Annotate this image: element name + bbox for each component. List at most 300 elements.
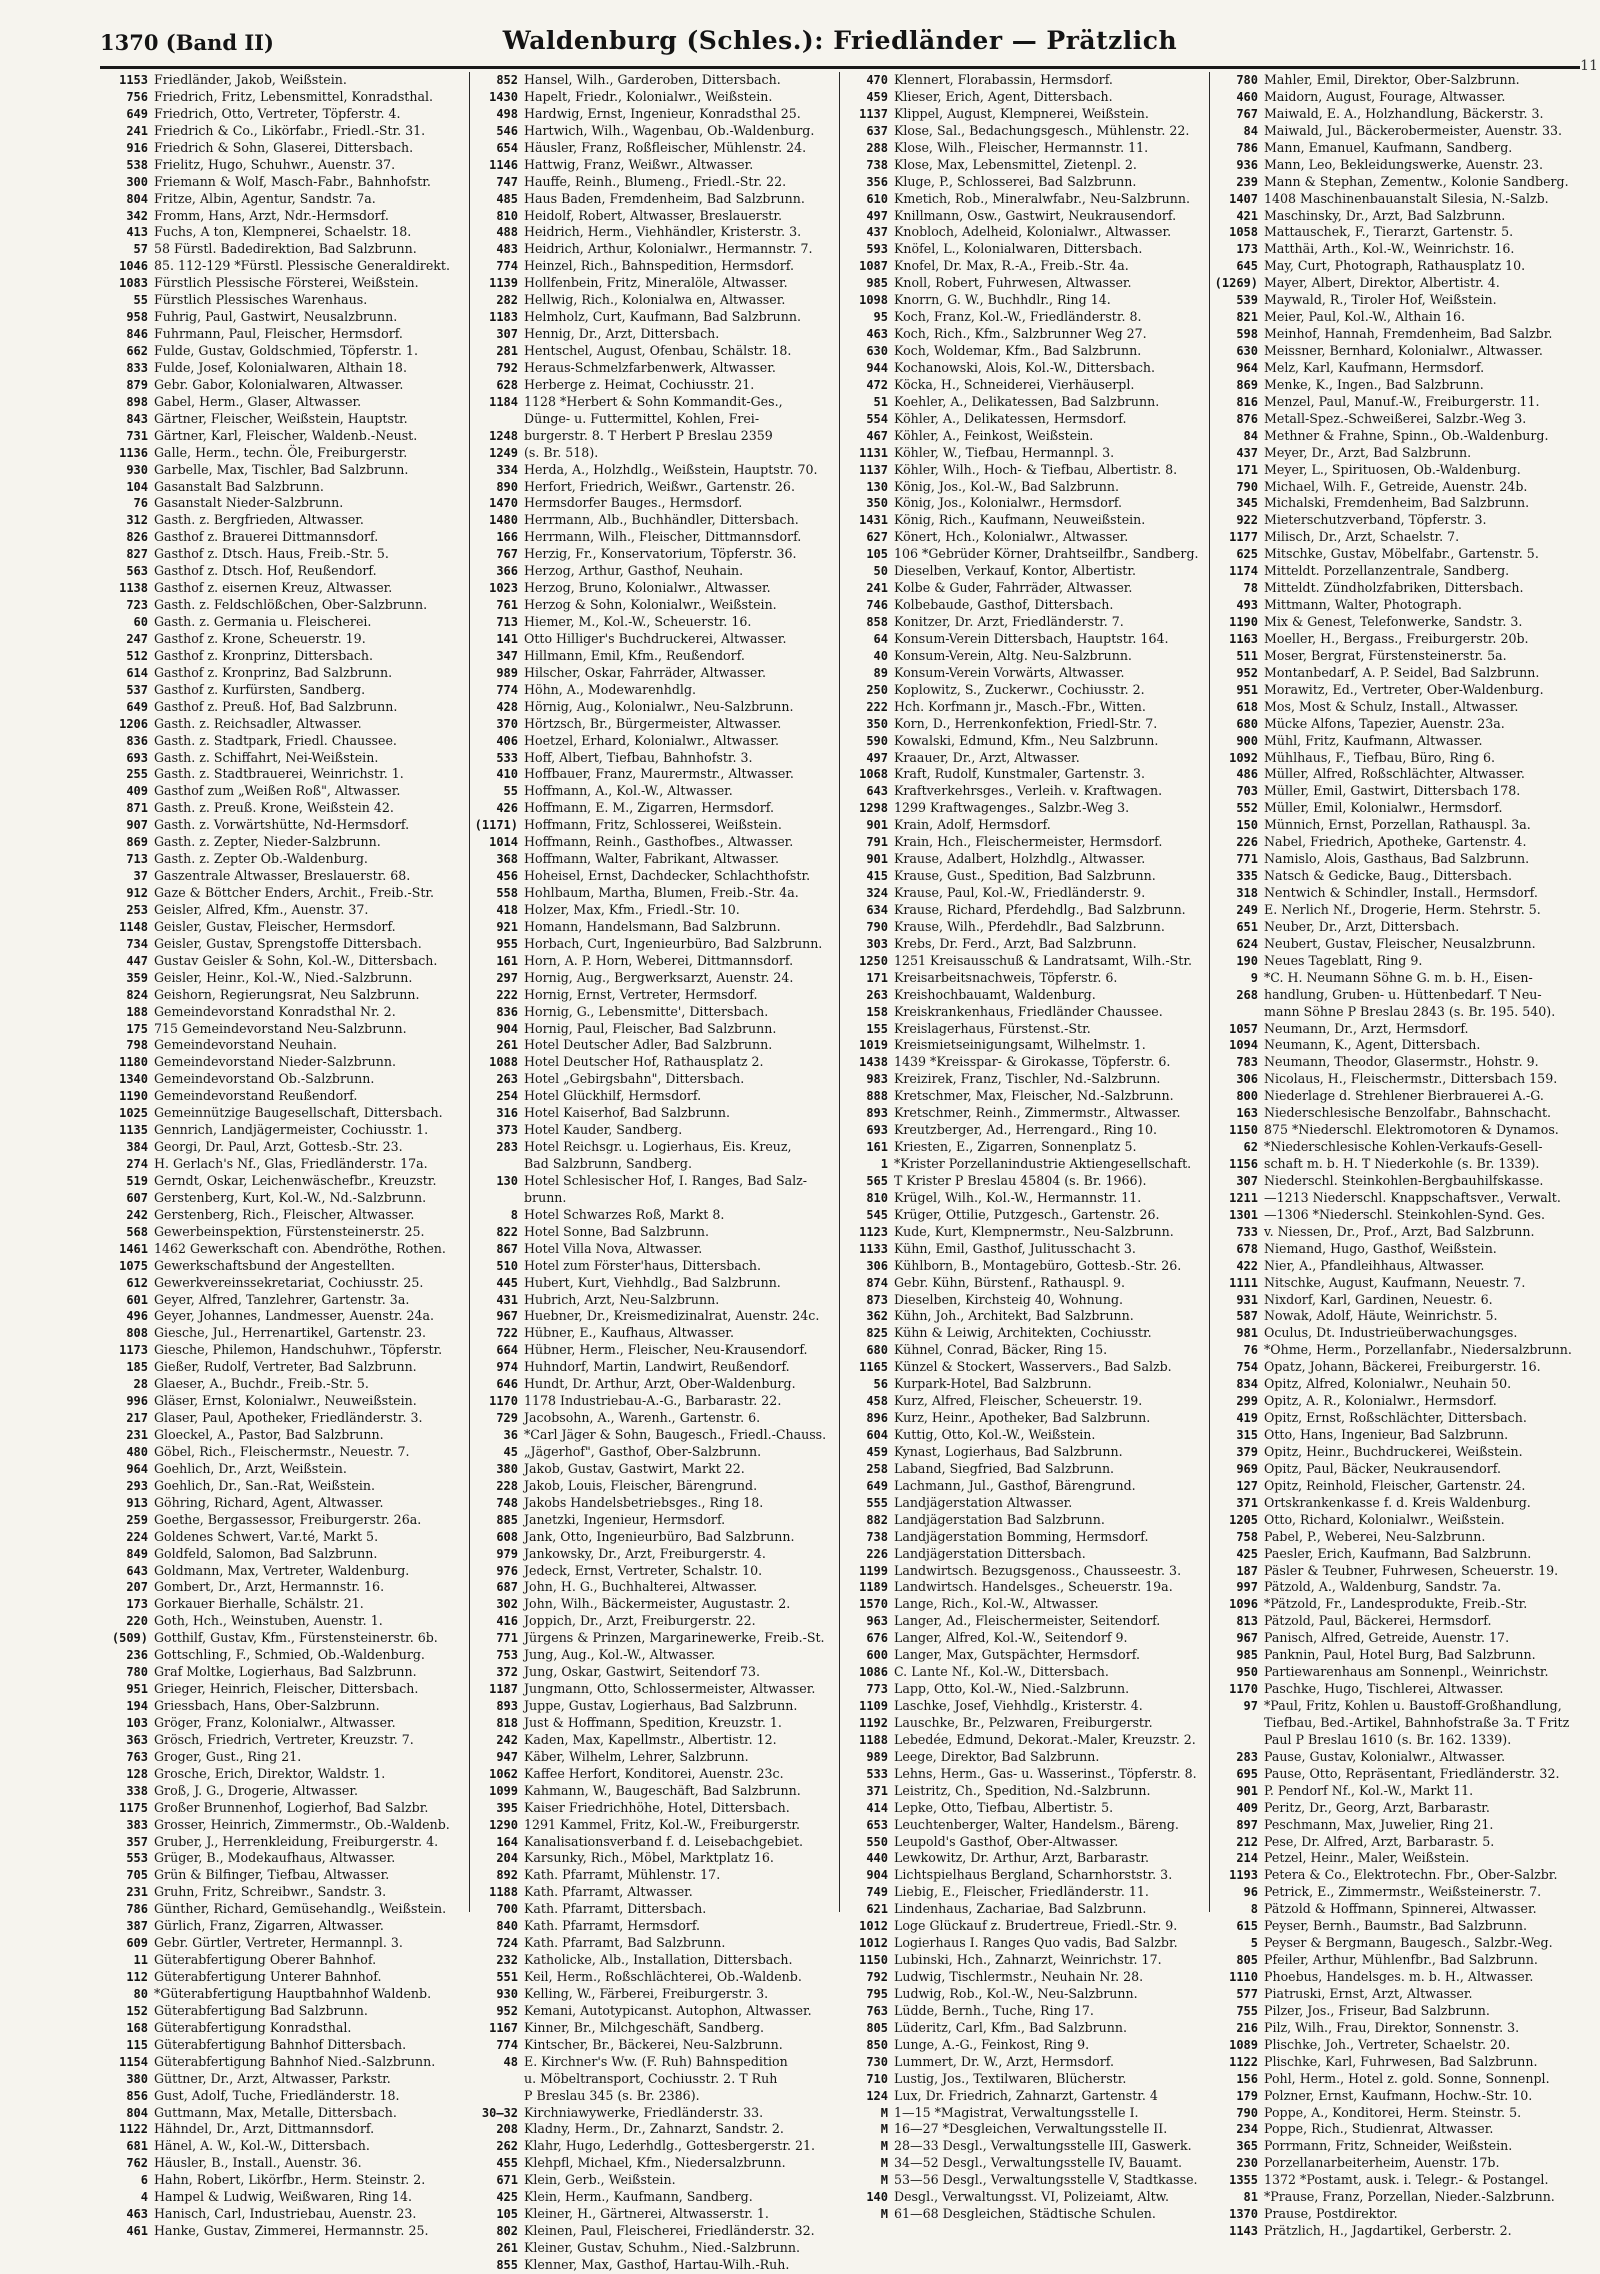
phone-number: 729 bbox=[496, 1411, 518, 1426]
phone-number: 1301 bbox=[1229, 1207, 1258, 1222]
directory-entry bbox=[104, 1393, 463, 1410]
phone-number: 1087 bbox=[859, 259, 888, 274]
directory-entry bbox=[474, 970, 833, 987]
phone-number: 621 bbox=[866, 1902, 888, 1917]
phone-number: 625 bbox=[1236, 547, 1258, 562]
phone-number: 445 bbox=[496, 1275, 518, 1290]
phone-number: 1183 bbox=[489, 310, 518, 325]
entry-text: Neumann, Theodor, Glasermstr., Hohstr. 9. bbox=[1264, 1054, 1539, 1070]
directory-entry bbox=[844, 1156, 1203, 1173]
entry-text: Paul P Breslau 1610 (s. Br. 162. 1339). bbox=[1264, 1731, 1512, 1747]
directory-entry bbox=[474, 1224, 833, 1241]
entry-text: Landwirtsch. Bezugsgenoss., Chausseestr. 3. bbox=[894, 1562, 1182, 1578]
phone-number: 952 bbox=[1236, 665, 1258, 680]
directory-entry bbox=[1214, 546, 1574, 563]
phone-number: 792 bbox=[496, 360, 518, 375]
directory-entry bbox=[104, 1292, 463, 1309]
phone-number: 577 bbox=[1236, 1986, 1258, 2001]
phone-number: 456 bbox=[496, 869, 518, 884]
phone-number: 283 bbox=[1236, 1749, 1258, 1764]
directory-entry bbox=[1214, 1715, 1574, 1732]
entry-text: *Paul, Fritz, Kohlen u. Baustoff-Großhandlung, bbox=[1264, 1698, 1562, 1713]
entry-text: Könert, Hch., Kolonialwr., Altwasser. bbox=[894, 529, 1129, 545]
directory-entry bbox=[1214, 1088, 1574, 1105]
phone-number: 1189 bbox=[859, 1580, 888, 1595]
directory-entry bbox=[1214, 1986, 1574, 2003]
entry-text: Münnich, Ernst, Porzellan, Rathauspl. 3a. bbox=[1264, 817, 1531, 833]
phone-number: 1190 bbox=[119, 1089, 148, 1104]
phone-number: 166 bbox=[496, 530, 518, 545]
directory-entry bbox=[844, 1647, 1203, 1664]
directory-entry bbox=[844, 766, 1203, 783]
entry-text: Kreislagerhaus, Fürstenst.-Str. bbox=[894, 1020, 1091, 1036]
entry-text: Kuttig, Otto, Kol.-W., Weißstein. bbox=[894, 1427, 1096, 1442]
phone-number: 350 bbox=[866, 716, 888, 731]
phone-number: 6 bbox=[140, 2173, 148, 2188]
phone-number: 896 bbox=[866, 1411, 888, 1426]
directory-entry bbox=[474, 2121, 833, 2138]
phone-number: 810 bbox=[496, 208, 518, 223]
entry-text: Gärtner, Karl, Fleischer, Waldenb.-Neust. bbox=[154, 427, 418, 443]
directory-entry bbox=[104, 1800, 463, 1817]
entry-text: Gasth. z. Bergfrieden, Altwasser. bbox=[154, 512, 364, 528]
directory-entry bbox=[844, 1698, 1203, 1715]
phone-number: 1138 bbox=[119, 581, 148, 596]
directory-entry bbox=[844, 445, 1203, 462]
phone-number: 1019 bbox=[859, 1038, 888, 1053]
directory-entry bbox=[104, 462, 463, 479]
entry-text: Knorrn, G. W., Buchhdlr., Ring 14. bbox=[894, 292, 1111, 308]
column-4 bbox=[1210, 72, 1580, 2239]
directory-entry bbox=[104, 1207, 463, 1224]
entry-text: Langer, Alfred, Kol.-W., Seitendorf 9. bbox=[894, 1630, 1128, 1646]
directory-entry bbox=[104, 885, 463, 902]
directory-entry bbox=[104, 2105, 463, 2122]
directory-entry bbox=[1214, 987, 1574, 1004]
directory-entry bbox=[104, 1444, 463, 1461]
phone-number: M bbox=[880, 2139, 888, 2154]
phone-number: 1089 bbox=[1229, 2037, 1258, 2052]
phone-number: 738 bbox=[866, 157, 888, 172]
phone-number: 480 bbox=[126, 1444, 148, 1459]
entry-text: Fuhrmann, Paul, Fleischer, Hermsdorf. bbox=[154, 326, 403, 342]
directory-entry bbox=[104, 665, 463, 682]
directory-entry bbox=[844, 597, 1203, 614]
directory-entry bbox=[104, 1952, 463, 1969]
directory-entry bbox=[474, 2020, 833, 2037]
phone-number: 985 bbox=[1236, 1648, 1258, 1663]
phone-number: 734 bbox=[126, 936, 148, 951]
entry-text: Guttmann, Max, Metalle, Dittersbach. bbox=[154, 2104, 397, 2120]
directory-entry bbox=[104, 1495, 463, 1512]
entry-text: Gloeckel, A., Pastor, Bad Salzbrunn. bbox=[154, 1427, 384, 1442]
entry-text: Köhler, Wilh., Hoch- & Tiefbau, Albertistr. 8. bbox=[894, 461, 1178, 477]
phone-number: 813 bbox=[1236, 1614, 1258, 1629]
directory-entry bbox=[844, 157, 1203, 174]
phone-number: 552 bbox=[1236, 801, 1258, 816]
entry-text: Dieselben, Verkauf, Kontor, Albertistr. bbox=[894, 563, 1136, 579]
directory-entry bbox=[104, 783, 463, 800]
phone-number: 951 bbox=[126, 1682, 148, 1697]
directory-entry bbox=[104, 1935, 463, 1952]
entry-text: Kühnel, Conrad, Bäcker, Ring 15. bbox=[894, 1342, 1108, 1358]
directory-entry bbox=[474, 2223, 833, 2240]
entry-text: Klippel, August, Klempnerei, Weißstein. bbox=[894, 105, 1149, 121]
directory-entry bbox=[474, 1935, 833, 1952]
phone-number: 1110 bbox=[1229, 1970, 1258, 1984]
entry-text: Lapp, Otto, Kol.-W., Nied.-Salzbrunn. bbox=[894, 1681, 1130, 1697]
phone-number: 680 bbox=[866, 1343, 888, 1358]
directory-entry bbox=[1214, 360, 1574, 377]
phone-number: 185 bbox=[126, 1360, 148, 1375]
phone-number: 637 bbox=[866, 123, 888, 138]
entry-text: Gewerbeinspektion, Fürstensteinerstr. 25. bbox=[154, 1223, 425, 1239]
directory-entry bbox=[474, 1105, 833, 1122]
entry-text: Kanalisationsverband f. d. Leisebachgebiet. bbox=[524, 1833, 804, 1849]
phone-number: 786 bbox=[1236, 140, 1258, 155]
directory-entry bbox=[104, 140, 463, 157]
entry-text: Juppe, Gustav, Logierhaus, Bad Salzbrunn. bbox=[524, 1698, 798, 1713]
phone-number: 84 bbox=[1243, 123, 1258, 138]
directory-entry bbox=[104, 224, 463, 241]
phone-number: 488 bbox=[496, 225, 518, 240]
phone-number: 1150 bbox=[859, 1953, 888, 1968]
directory-entry bbox=[1214, 1054, 1574, 1071]
directory-entry bbox=[104, 1021, 463, 1038]
directory-entry bbox=[104, 2088, 463, 2105]
directory-entry bbox=[1214, 1817, 1574, 1834]
entry-text: Niederschlesische Benzolfabr., Bahnschacht. bbox=[1264, 1105, 1552, 1121]
directory-entry bbox=[844, 2105, 1203, 2122]
entry-text: Gröger, Franz, Kolonialwr., Altwasser. bbox=[154, 1714, 396, 1730]
directory-entry bbox=[1214, 529, 1574, 546]
entry-text: Pilz, Wilh., Frau, Direktor, Sonnenstr. 3. bbox=[1264, 2019, 1520, 2035]
column-2 bbox=[470, 72, 840, 2272]
entry-text: Kluge, P., Schlosserei, Bad Salzbrunn. bbox=[894, 173, 1137, 189]
phone-number: 600 bbox=[866, 1648, 888, 1663]
entry-text: Landwirtsch. Handelsges., Scheuerstr. 19a. bbox=[894, 1579, 1173, 1595]
phone-number: 130 bbox=[866, 479, 888, 494]
phone-number: 653 bbox=[866, 1817, 888, 1832]
directory-entry bbox=[1214, 1579, 1574, 1596]
entry-text: Prätzlich, H., Jagdartikel, Gerberstr. 2. bbox=[1264, 2223, 1512, 2239]
phone-number: 383 bbox=[126, 1817, 148, 1832]
phone-number: 747 bbox=[496, 174, 518, 189]
entry-text: Gruhn, Fritz, Schreibwr., Sandstr. 3. bbox=[154, 1884, 387, 1900]
directory-entry bbox=[844, 936, 1203, 953]
phone-number: 808 bbox=[126, 1326, 148, 1341]
directory-entry bbox=[474, 2189, 833, 2206]
phone-number: 763 bbox=[866, 2003, 888, 2018]
directory-entry bbox=[474, 597, 833, 614]
phone-number: 224 bbox=[126, 1529, 148, 1544]
directory-entry bbox=[104, 2020, 463, 2037]
directory-entry bbox=[844, 800, 1203, 817]
phone-number: 805 bbox=[866, 2020, 888, 2035]
entry-text: Gemeindevorstand Reußendorf. bbox=[154, 1088, 358, 1104]
entry-text: Paesler, Erich, Kaufmann, Bad Salzbrunn. bbox=[1264, 1545, 1532, 1561]
phone-number: 904 bbox=[866, 1868, 888, 1883]
directory-entry bbox=[474, 1325, 833, 1342]
directory-entry bbox=[474, 1376, 833, 1393]
entry-text: Mix & Genest, Telefonwerke, Sandstr. 3. bbox=[1264, 614, 1523, 629]
entry-text: Hollfenbein, Fritz, Mineralöle, Altwasser. bbox=[524, 275, 788, 291]
entry-text: Geisler, Alfred, Kfm., Auenstr. 37. bbox=[154, 901, 369, 917]
directory-entry bbox=[104, 157, 463, 174]
directory-entry bbox=[474, 1952, 833, 1969]
phone-number: 472 bbox=[866, 377, 888, 392]
directory-entry bbox=[844, 208, 1203, 225]
phone-number: 140 bbox=[866, 2190, 888, 2205]
directory-entry bbox=[1214, 1613, 1574, 1630]
phone-number: 194 bbox=[126, 1699, 148, 1713]
phone-number: 363 bbox=[126, 1732, 148, 1747]
phone-number: 173 bbox=[126, 1597, 148, 1612]
entry-text: Krain, Hch., Fleischermeister, Hermsdorf. bbox=[894, 834, 1163, 850]
phone-number: 1199 bbox=[859, 1563, 888, 1578]
directory-entry bbox=[1214, 733, 1574, 750]
entry-text: Krüger, Ottilie, Putzgesch., Gartenstr. 26. bbox=[894, 1206, 1160, 1222]
phone-number: 1139 bbox=[489, 276, 518, 291]
phone-number: 97 bbox=[1243, 1699, 1258, 1713]
phone-number: 634 bbox=[866, 902, 888, 917]
entry-text: Gewerkvereinssekretariat, Cochiusstr. 25. bbox=[154, 1274, 424, 1290]
directory-entry bbox=[474, 1715, 833, 1732]
entry-text: Mieterschutzverband, Töpferstr. 3. bbox=[1264, 512, 1487, 528]
phone-number: 459 bbox=[866, 1444, 888, 1459]
directory-entry bbox=[844, 275, 1203, 292]
entry-text: Hoff, Albert, Tiefbau, Bahnhofstr. 3. bbox=[524, 749, 753, 765]
phone-number: 261 bbox=[496, 1038, 518, 1053]
entry-text: Ortskrankenkasse f. d. Kreis Waldenburg. bbox=[1264, 1494, 1531, 1510]
phone-number: 254 bbox=[496, 1089, 518, 1104]
entry-text: Panknin, Paul, Hotel Burg, Bad Salzbrunn. bbox=[1264, 1647, 1536, 1663]
entry-text: Jedeck, Ernst, Vertreter, Schalstr. 10. bbox=[524, 1562, 763, 1578]
phone-number: 703 bbox=[1236, 784, 1258, 799]
entry-text: Gruber, J., Herrenkleidung, Freiburgerstr. 4. bbox=[154, 1833, 439, 1849]
directory-entry bbox=[844, 1275, 1203, 1292]
directory-entry bbox=[1214, 1021, 1574, 1038]
phone-number: 1148 bbox=[119, 919, 148, 934]
phone-number: 1057 bbox=[1229, 1021, 1258, 1036]
phone-number: 800 bbox=[1236, 1089, 1258, 1104]
directory-entry bbox=[104, 817, 463, 834]
directory-entry bbox=[474, 411, 833, 428]
directory-entry bbox=[1214, 766, 1574, 783]
directory-entry bbox=[1214, 394, 1574, 411]
phone-number: 175 bbox=[126, 1021, 148, 1036]
entry-text: Friedrich & Co., Likörfabr., Friedl.-Str. 31. bbox=[154, 122, 426, 138]
entry-text: Knobloch, Adelheid, Kolonialwr., Altwasser. bbox=[894, 224, 1172, 240]
directory-entry bbox=[844, 2155, 1203, 2172]
directory-entry bbox=[474, 1783, 833, 1800]
directory-entry bbox=[1214, 72, 1574, 89]
directory-entry bbox=[474, 292, 833, 309]
entry-text: Gerstenberg, Kurt, Kol.-W., Nd.-Salzbrunn. bbox=[154, 1189, 427, 1205]
directory-entry bbox=[474, 750, 833, 767]
phone-number: 1430 bbox=[489, 89, 518, 104]
entry-text: Paschke, Hugo, Tischlerei, Altwasser. bbox=[1264, 1681, 1504, 1697]
phone-number: 1184 bbox=[489, 394, 518, 409]
directory-entry bbox=[474, 529, 833, 546]
directory-entry bbox=[1214, 716, 1574, 733]
directory-entry bbox=[1214, 1546, 1574, 1563]
directory-entry bbox=[844, 1088, 1203, 1105]
entry-text: Hotel Villa Nova, Altwasser. bbox=[524, 1240, 703, 1256]
phone-number: 858 bbox=[866, 615, 888, 629]
phone-number: 762 bbox=[126, 2156, 148, 2171]
phone-number: 654 bbox=[496, 140, 518, 155]
phone-number: 558 bbox=[496, 886, 518, 900]
phone-number: 307 bbox=[1236, 1173, 1258, 1188]
phone-number: 810 bbox=[866, 1190, 888, 1205]
entry-text: Gasth. z. Zepter Ob.-Waldenburg. bbox=[154, 851, 368, 867]
phone-number: 601 bbox=[126, 1292, 148, 1307]
entry-text: Neumann, Dr., Arzt, Hermsdorf. bbox=[1264, 1020, 1469, 1036]
directory-entry bbox=[844, 2020, 1203, 2037]
directory-entry bbox=[474, 208, 833, 225]
directory-entry bbox=[844, 868, 1203, 885]
directory-entry bbox=[474, 2240, 833, 2257]
entry-text: Gasth. z. Germania u. Fleischerei. bbox=[154, 614, 372, 629]
entry-text: Menzel, Paul, Manuf.-W., Freiburgerstr. 11. bbox=[1264, 393, 1540, 409]
directory-entry bbox=[844, 1986, 1203, 2003]
phone-number: 843 bbox=[126, 411, 148, 426]
entry-text: Pätzold & Hoffmann, Spinnerei, Altwasser. bbox=[1264, 1901, 1537, 1917]
directory-entry bbox=[474, 1698, 833, 1715]
directory-entry bbox=[844, 479, 1203, 496]
phone-number: 368 bbox=[496, 852, 518, 867]
phone-number: 171 bbox=[866, 970, 888, 985]
entry-text: Kühn, Emil, Gasthof, Julitusschacht 3. bbox=[894, 1240, 1136, 1256]
entry-text: Helmholz, Curt, Kaufmann, Bad Salzbrunn. bbox=[524, 309, 802, 325]
directory-entry bbox=[844, 1173, 1203, 1190]
phone-number: 1205 bbox=[1229, 1512, 1258, 1527]
directory-entry bbox=[104, 699, 463, 716]
directory-entry bbox=[104, 1190, 463, 1207]
directory-entry bbox=[474, 2138, 833, 2155]
directory-entry bbox=[844, 1258, 1203, 1275]
phone-number: M bbox=[880, 2156, 888, 2171]
phone-number: 892 bbox=[496, 1868, 518, 1883]
entry-text: Petzel, Heinr., Maler, Weißstein. bbox=[1264, 1850, 1470, 1866]
phone-number: M bbox=[880, 2207, 888, 2222]
phone-number: 130 bbox=[496, 1173, 518, 1188]
phone-number: 335 bbox=[1236, 869, 1258, 884]
phone-number: 105 bbox=[496, 2207, 518, 2222]
directory-entry bbox=[104, 1037, 463, 1054]
phone-number: 893 bbox=[866, 1106, 888, 1121]
directory-entry bbox=[1214, 1783, 1574, 1800]
directory-entry bbox=[474, 1732, 833, 1749]
entry-text: Maidorn, August, Fourage, Altwasser. bbox=[1264, 88, 1506, 104]
phone-number: 1094 bbox=[1229, 1038, 1258, 1053]
entry-text: Koch, Woldemar, Kfm., Bad Salzbrunn. bbox=[894, 343, 1142, 358]
phone-number: 695 bbox=[1236, 1766, 1258, 1781]
entry-text: Gasth. z. Reichsadler, Altwasser. bbox=[154, 715, 362, 731]
entry-text: Krause, Adalbert, Holzhdlg., Altwasser. bbox=[894, 851, 1146, 867]
directory-entry bbox=[474, 733, 833, 750]
phone-number: 84 bbox=[1243, 428, 1258, 443]
phone-number: 930 bbox=[496, 1986, 518, 2001]
phone-number: 1188 bbox=[859, 1732, 888, 1747]
directory-entry bbox=[1214, 2088, 1574, 2105]
phone-number: 1177 bbox=[1229, 530, 1258, 545]
phone-number: 614 bbox=[126, 665, 148, 680]
directory-entry bbox=[104, 1732, 463, 1749]
entry-text: Griessbach, Hans, Ober-Salzbrunn. bbox=[154, 1698, 380, 1713]
phone-number: 359 bbox=[126, 970, 148, 985]
entry-text: Kinner, Br., Milchgeschäft, Sandberg. bbox=[524, 2019, 765, 2035]
phone-number: 713 bbox=[126, 852, 148, 867]
entry-text: Hotel zum Förster'haus, Dittersbach. bbox=[524, 1257, 762, 1273]
directory-entry bbox=[104, 1596, 463, 1613]
phone-number: 470 bbox=[866, 73, 888, 87]
phone-number: 733 bbox=[1236, 1224, 1258, 1239]
phone-number: 373 bbox=[496, 1123, 518, 1138]
entry-text: Konsum-Verein Vorwärts, Altwasser. bbox=[894, 664, 1125, 680]
phone-number: 554 bbox=[866, 411, 888, 426]
entry-text: Jungmann, Otto, Schlossermeister, Altwasser. bbox=[524, 1681, 816, 1697]
directory-entry bbox=[104, 258, 463, 275]
phone-number: 510 bbox=[496, 1258, 518, 1273]
entry-text: Niederschl. Steinkohlen-Bergbauhilfskasse. bbox=[1264, 1172, 1544, 1188]
phone-number: 409 bbox=[126, 784, 148, 799]
directory-entry bbox=[844, 1427, 1203, 1444]
directory-entry bbox=[844, 495, 1203, 512]
directory-entry bbox=[1214, 1596, 1574, 1613]
phone-number: 681 bbox=[126, 2139, 148, 2154]
entry-text: Knöfel, L., Kolonialwaren, Dittersbach. bbox=[894, 241, 1143, 257]
directory-entry bbox=[474, 1918, 833, 1935]
phone-number: 615 bbox=[1236, 1919, 1258, 1934]
directory-entry bbox=[474, 834, 833, 851]
phone-number: 1355 bbox=[1229, 2173, 1258, 2188]
entry-text: Porrmann, Fritz, Schneider, Weißstein. bbox=[1264, 2138, 1513, 2154]
phone-number: 498 bbox=[496, 106, 518, 121]
phone-number: 882 bbox=[866, 1512, 888, 1527]
directory-entry bbox=[1214, 2071, 1574, 2088]
entry-text: Gasthof z. Dtsch. Haus, Freib.-Str. 5. bbox=[154, 546, 389, 562]
phone-number: 8 bbox=[510, 1207, 518, 1222]
directory-entry bbox=[844, 2088, 1203, 2105]
phone-number: 643 bbox=[866, 784, 888, 799]
entry-text: Fürstlich Plessisches Warenhaus. bbox=[154, 292, 368, 308]
directory-entry bbox=[844, 292, 1203, 309]
entry-text: Mos, Most & Schulz, Install., Altwasser. bbox=[1264, 698, 1519, 714]
entry-text: Landjägerstation Altwasser. bbox=[894, 1494, 1073, 1510]
phone-number: 874 bbox=[866, 1275, 888, 1290]
directory-entry bbox=[104, 309, 463, 326]
entry-text: Koch, Franz, Kol.-W., Friedländerstr. 8. bbox=[894, 309, 1142, 325]
entry-text: Friedländer, Jakob, Weißstein. bbox=[154, 72, 347, 87]
directory-entry bbox=[1214, 597, 1574, 614]
entry-text: v. Niessen, Dr., Prof., Arzt, Bad Salzbrunn. bbox=[1264, 1223, 1535, 1239]
entry-text: Hoffmann, Reinh., Gasthofbes., Altwasser. bbox=[524, 834, 794, 850]
phone-number: 1146 bbox=[489, 157, 518, 172]
entry-text: Hotel Kaiserhof, Bad Salzbrunn. bbox=[524, 1105, 730, 1121]
entry-text: Kretschmer, Reinh., Zimmermstr., Altwasser. bbox=[894, 1105, 1181, 1121]
phone-number: 89 bbox=[873, 665, 888, 680]
directory-entry bbox=[474, 1410, 833, 1427]
entry-text: Klose, Sal., Bedachungsgesch., Mühlenstr. 22. bbox=[894, 122, 1190, 138]
entry-text: Knofel, Dr. Max, R.-A., Freib.-Str. 4a. bbox=[894, 258, 1129, 274]
directory-entry bbox=[844, 1563, 1203, 1580]
directory-entry bbox=[1214, 2054, 1574, 2071]
entry-text: Landjägerstation Bomming, Hermsdorf. bbox=[894, 1528, 1149, 1544]
phone-number: 1086 bbox=[859, 1665, 888, 1680]
entry-text: Heraus-Schmelzfarbenwerk, Altwasser. bbox=[524, 359, 776, 375]
